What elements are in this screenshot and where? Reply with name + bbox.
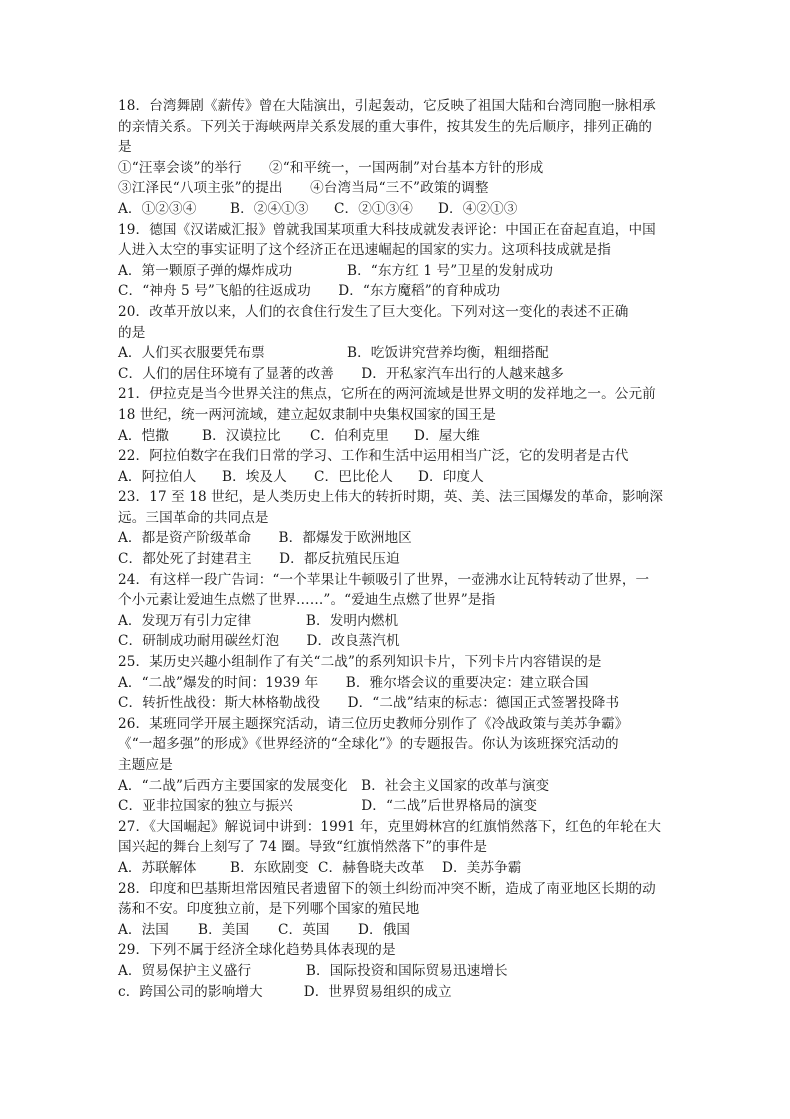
- q28-line-2: 荡和不安。印度独立前，是下列哪个国家的殖民地: [118, 901, 420, 918]
- q22-options: [118, 467, 678, 488]
- q22-option-d[interactable]: D．印度人: [418, 468, 484, 485]
- q21-option-c[interactable]: C．伯利克里: [310, 427, 389, 444]
- q21-option-d[interactable]: D．屋大维: [414, 427, 480, 444]
- q28-option-a[interactable]: A．法国: [118, 921, 169, 938]
- q18-line-3: 是: [118, 139, 132, 156]
- q25-options-ab[interactable]: A．“二战”爆发的时间：1939 年 B．雅尔塔会议的重要决定：建立联合国: [118, 674, 589, 691]
- q18-options: [118, 199, 678, 220]
- q24-line-1: 24．有这样一段广告词：“一个苹果让牛顿吸引了世界，一壶沸水让瓦特转动了世界，一: [118, 571, 650, 588]
- q22-option-b[interactable]: B．埃及人: [222, 468, 287, 485]
- question-27: [118, 817, 678, 879]
- q29-options-ab[interactable]: A．贸易保护主义盛行 B．国际投资和国际贸易迅速增长: [118, 962, 508, 979]
- question-18: [118, 96, 678, 220]
- q22-line-1: 22．阿拉伯数字在我们日常的学习、工作和生活中运用相当广泛，它的发明者是古代: [118, 448, 629, 465]
- question-26: [118, 714, 678, 817]
- q25-options-cd[interactable]: C．转折性战役：斯大林格勒战役 D．“二战”结束的标志：德国正式签署投降书: [118, 695, 620, 712]
- q19-options-cd[interactable]: C．“神舟 5 号”飞船的往返成功 D．“东方魔稻”的育种成功: [118, 283, 501, 300]
- question-24: [118, 570, 678, 652]
- q18-option-d[interactable]: D．④②①③: [438, 200, 518, 217]
- question-22: [118, 446, 678, 487]
- q20-options-cd[interactable]: C．人们的居住环境有了显著的改善 D．开私家汽车出行的人越来越多: [118, 365, 565, 382]
- q21-line-2: 18 世纪，统一两河流域，建立起奴隶制中央集权国家的国王是: [118, 406, 496, 423]
- q23-line-1: 23．17 至 18 世纪，是人类历史上伟大的转折时期，英、美、法三国爆发的革命，影响深: [118, 489, 664, 506]
- q18-option-b[interactable]: B．②④①③: [230, 200, 309, 217]
- question-19: [118, 220, 678, 302]
- exam-page: [118, 96, 678, 1002]
- q20-line-1: 20．改革开放以来，人们的衣食住行发生了巨大变化。下列对这一变化的表述不正确: [118, 303, 629, 320]
- q20-line-2: 的是: [118, 324, 146, 341]
- q26-options-ab[interactable]: A．“二战”后西方主要国家的发展变化 B．社会主义国家的改革与演变: [118, 777, 550, 794]
- q20-options-ab[interactable]: A．人们买衣服要凭布票 B．吃饭讲究营养均衡，粗细搭配: [118, 345, 549, 362]
- q29-line-1: 29．下列不属于经济全球化趋势具体表现的是: [118, 942, 396, 959]
- q26-line-1: 26．某班同学开展主题探究活动，请三位历史教师分别作了《冷战政策与美苏争霸》: [118, 715, 629, 732]
- q21-option-a[interactable]: A．恺撒: [118, 427, 169, 444]
- q27-option-a[interactable]: A．苏联解体: [118, 859, 197, 876]
- q18-option-c[interactable]: C．②①③④: [334, 200, 413, 217]
- q27-option-d[interactable]: D．美苏争霸: [442, 859, 522, 876]
- q19-options-ab[interactable]: A．第一颗原子弹的爆炸成功 B．“东方红 1 号”卫星的发射成功: [118, 262, 554, 279]
- q28-options: [118, 920, 678, 941]
- q18-line-1: 18．台湾舞剧《薪传》曾在大陆演出，引起轰动，它反映了祖国大陆和台湾同胞一脉相承: [118, 98, 656, 114]
- q28-option-b[interactable]: B．美国: [198, 921, 250, 938]
- q27-line-2: 国兴起的舞台上刻写了 74 圈。导致“红旗悄然落下”的事件是: [118, 839, 488, 856]
- q24-options-cd[interactable]: C．研制成功耐用碳丝灯泡 D．改良蒸汽机: [118, 633, 400, 650]
- q26-line-3: 主题应是: [118, 757, 173, 773]
- q23-options-cd[interactable]: C．都处死了封建君主 D．都反抗殖民压迫: [118, 551, 400, 568]
- q18-item-3-4: ③江泽民“八项主张”的提出 ④台湾当局“三不”政策的调整: [118, 180, 489, 197]
- q23-line-2: 远。三国革命的共同点是: [118, 509, 269, 526]
- q24-line-2: 个小元素让爱迪生点燃了世界……”。“爱迪生点燃了世界”是指: [118, 592, 496, 609]
- q21-option-b[interactable]: B．汉谟拉比: [202, 427, 281, 444]
- q18-line-2: 的亲情关系。下列关于海峡两岸关系发展的重大事件，按其发生的先后顺序，排列正确的: [118, 118, 653, 135]
- question-28: [118, 879, 678, 941]
- q29-options-cd[interactable]: c．跨国公司的影响增大 D．世界贸易组织的成立: [118, 983, 452, 1000]
- question-20: [118, 302, 678, 384]
- q28-option-c[interactable]: C．英国: [278, 921, 330, 938]
- q27-option-b[interactable]: B．东欧剧变: [230, 859, 309, 876]
- q26-options-cd[interactable]: C．亚非拉国家的独立与振兴 D．“二战”后世界格局的演变: [118, 798, 538, 815]
- q27-line-1: 27．《大国崛起》解说词中讲到：1991 年，克里姆林宫的红旗悄然落下，红色的年轮在大: [118, 818, 662, 835]
- q18-option-a[interactable]: A．①②③④: [118, 200, 197, 217]
- q19-line-2: 人进入太空的事实证明了这个经济正在迅速崛起的国家的实力。这项科技成就是指: [118, 242, 611, 259]
- q22-option-a[interactable]: A．阿拉伯人: [118, 468, 197, 485]
- q22-option-c[interactable]: C．巴比伦人: [314, 468, 393, 485]
- q27-options: [118, 858, 678, 879]
- q25-line-1: 25．某历史兴趣小组制作了有关“二战”的系列知识卡片，下列卡片内容错误的是: [118, 654, 602, 671]
- question-29: [118, 940, 678, 1002]
- q18-item-1-2: ①“汪辜会谈”的举行 ②“和平统一，一国两制”对台基本方针的形成: [118, 159, 544, 176]
- q23-options-ab[interactable]: A．都是资产阶级革命 B．都爆发于欧洲地区: [118, 530, 412, 547]
- q27-option-c[interactable]: C．赫鲁晓夫改革: [318, 859, 425, 876]
- q21-line-1: 21．伊拉克是当今世界关注的焦点，它所在的两河流域是世界文明的发祥地之一。公元前: [118, 386, 656, 403]
- q24-options-ab[interactable]: A．发现万有引力定律 B．发明内燃机: [118, 612, 399, 629]
- question-25: [118, 652, 678, 714]
- q28-line-1: 28．印度和巴基斯坦常因殖民者遗留下的领土纠纷而冲突不断，造成了南亚地区长期的动: [118, 880, 656, 897]
- q21-options: [118, 426, 678, 447]
- question-21: [118, 384, 678, 446]
- q28-option-d[interactable]: D．俄国: [358, 921, 411, 938]
- q19-line-1: 19．德国《汉诺威汇报》曾就我国某项重大科技成就发表评论：中国正在奋起直追，中国: [118, 221, 656, 238]
- question-23: [118, 487, 678, 569]
- q26-line-2: 《“一超多强”的形成》《世界经济的“全球化”》的专题报告。你认为该班探究活动的: [118, 736, 619, 753]
